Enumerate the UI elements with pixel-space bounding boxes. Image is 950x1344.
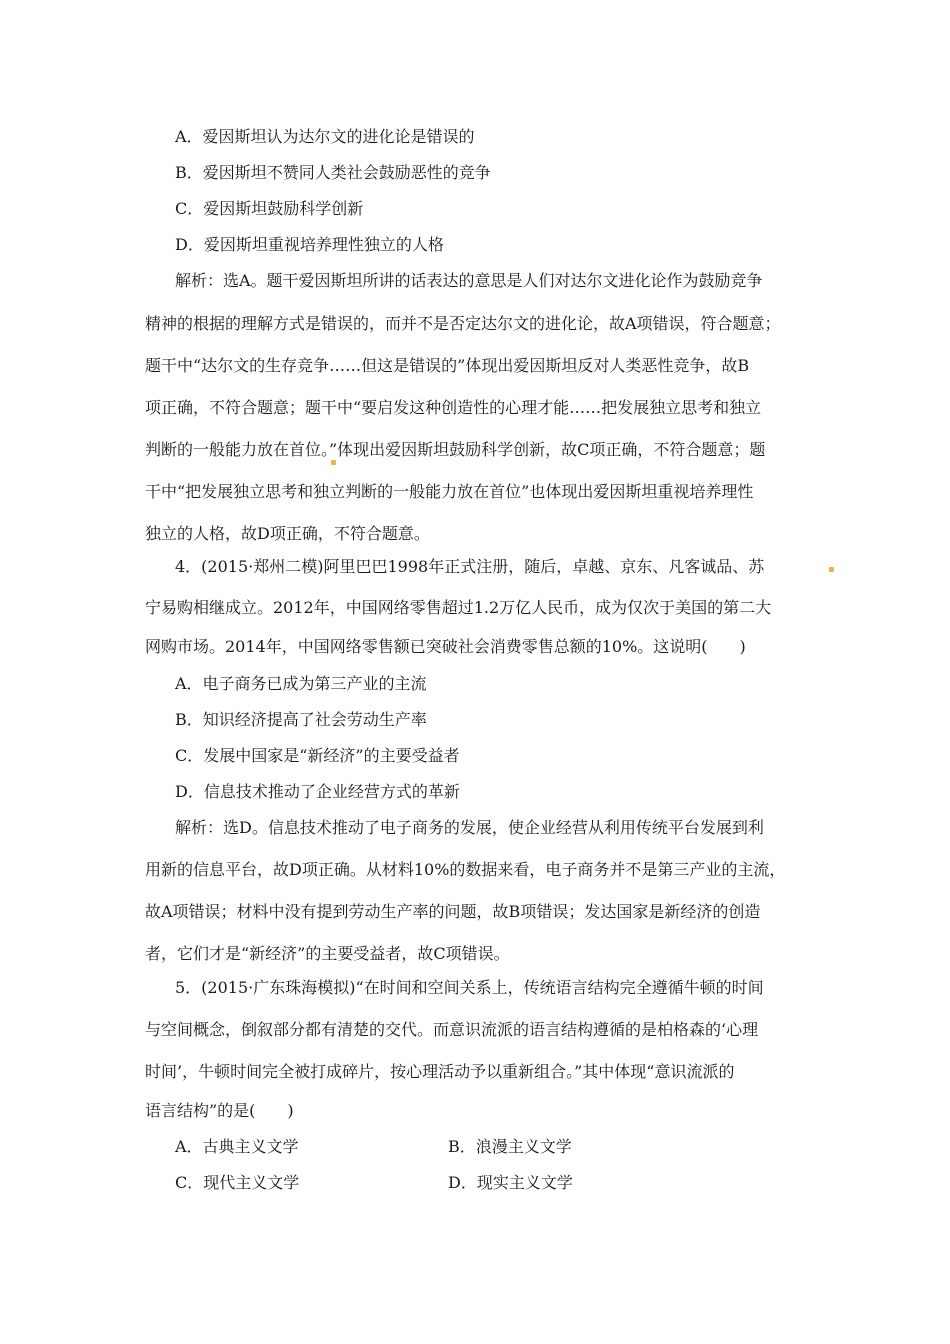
q5-option-b: B．浪漫主义文学	[448, 1137, 572, 1156]
q4-analysis-line: 者，它们才是“新经济”的主要受益者，故C项错误。	[145, 944, 510, 963]
q3-analysis-line: 精神的根据的理解方式是错误的，而并不是否定达尔文的进化论，故A项错误，符合题意；	[145, 314, 781, 333]
q4-stem-line: 宁易购相继成立。2012年，中国网络零售超过1.2万亿人民币，成为仅次于美国的第二大	[145, 598, 772, 617]
q3-option-c: C．爱因斯坦鼓励科学创新	[175, 199, 364, 218]
q4-option-d: D．信息技术推动了企业经营方式的革新	[175, 782, 460, 801]
q4-option-c: C．发展中国家是“新经济”的主要受益者	[175, 746, 460, 765]
q3-option-d: D．爱因斯坦重视培养理性独立的人格	[175, 235, 444, 254]
q4-stem-line: 4．(2015·郑州二模)阿里巴巴1998年正式注册，随后，卓越、京东、凡客诚品、苏	[175, 557, 765, 576]
q5-stem-line: 5．(2015·广东珠海模拟)“在时间和空间关系上，传统语言结构完全遵循牛顿的时间	[175, 978, 764, 997]
q4-analysis-line: 故A项错误；材料中没有提到劳动生产率的问题，故B项错误；发达国家是新经济的创造	[145, 902, 761, 921]
q3-analysis-line: 独立的人格，故D项正确，不符合题意。	[145, 524, 430, 543]
q4-option-a: A．电子商务已成为第三产业的主流	[175, 674, 427, 693]
q3-analysis-line: 解析：选A。题干爱因斯坦所讲的话表达的意思是人们对达尔文进化论作为鼓励竞争	[175, 271, 763, 290]
q4-stem-line: 网购市场。2014年，中国网络零售额已突破社会消费零售总额的10%。这说明( )	[145, 637, 746, 656]
q5-stem-line: 时间’，牛顿时间完全被打成碎片，按心理活动予以重新组合。”其中体现“意识流派的	[145, 1062, 735, 1081]
q3-analysis-line: 项正确，不符合题意；题干中“要启发这种创造性的心理才能……把发展独立思考和独立	[145, 398, 762, 417]
q5-stem-line: 语言结构”的是( )	[145, 1101, 294, 1120]
q3-option-a: A．爱因斯坦认为达尔文的进化论是错误的	[175, 127, 475, 146]
q3-option-b: B．爱因斯坦不赞同人类社会鼓励恶性的竞争	[175, 163, 491, 182]
q3-analysis-line: 判断的一般能力放在首位。”体现出爱因斯坦鼓励科学创新，故C项正确，不符合题意；题	[145, 440, 766, 459]
q5-stem-line: 与空间概念，倒叙部分都有清楚的交代。而意识流派的语言结构遵循的是柏格森的‘心理	[145, 1020, 759, 1039]
q5-option-a: A．古典主义文学	[175, 1137, 299, 1156]
q4-option-b: B．知识经济提高了社会劳动生产率	[175, 710, 427, 729]
q5-option-c: C．现代主义文学	[175, 1173, 300, 1192]
q3-analysis-line: 干中“把发展独立思考和独立判断的一般能力放在首位”也体现出爱因斯坦重视培养理性	[145, 482, 754, 501]
q4-analysis-line: 解析：选D。信息技术推动了电子商务的发展，使企业经营从利用传统平台发展到利	[175, 818, 764, 837]
q3-analysis-line: 题干中“达尔文的生存竞争……但这是错误的”体现出爱因斯坦反对人类恶性竞争，故B	[145, 356, 750, 375]
q4-analysis-line: 用新的信息平台，故D项正确。从材料10%的数据来看，电子商务并不是第三产业的主流，	[145, 860, 786, 879]
q5-option-d: D．现实主义文学	[448, 1173, 573, 1192]
edit-mark-icon	[829, 567, 834, 572]
edit-mark-icon	[331, 460, 336, 465]
